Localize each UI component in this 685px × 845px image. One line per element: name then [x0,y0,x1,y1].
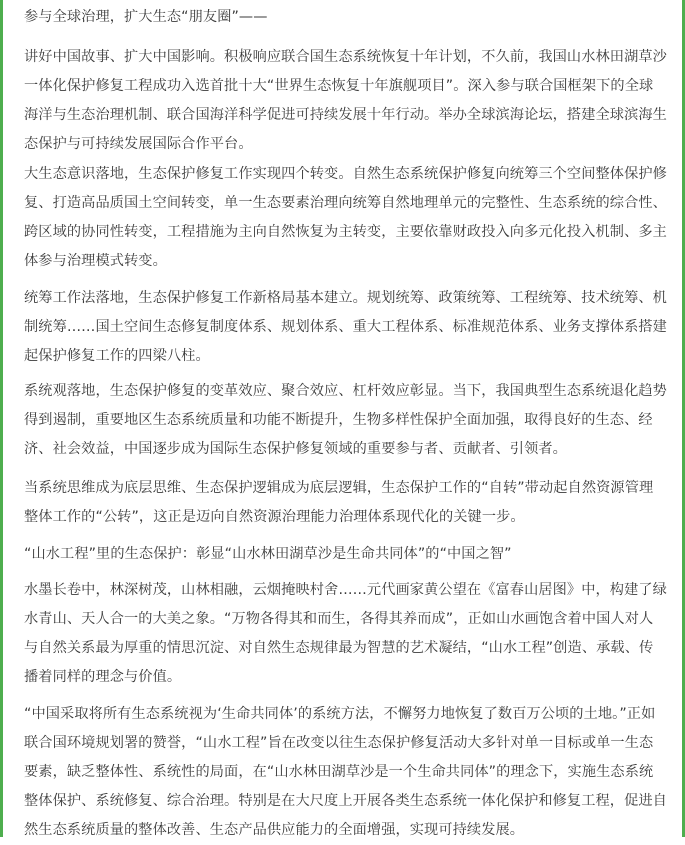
paragraph-four-transformations: 大生态意识落地，生态保护修复工作实现四个转变。自然生态系统保护修复向统筹三个空间整体保护修复、打造高品质国土空间转变，单一生态要素治理向统筹自然地理单元的完整性、生态系统的综合性、跨区域的协同性转变，工程措施为主向自然恢复为主转变，主要依靠财政投入向多元化投入机制、多主体参与治理模式转变。 [24,166,667,269]
paragraph-systems-view: 系统观落地，生态保护修复的变革效应、聚合效应、杠杆效应彰显。当下，我国典型生态系统退化趋势得到遏制，重要地区生态系统质量和功能不断提升，生物多样性保护全面加强，取得良好的生态、经济、社会效益，中国逐步成为国际生态保护修复领域的重要参与者、贡献者、引领者。 [24,383,667,457]
paragraph-landscape-painting: 水墨长卷中，林深树茂，山林相融，云烟掩映村舍……元代画家黄公望在《富春山居图》中，构建了绿水青山、天人合一的大美之象。“万物各得其和而生，各得其养而成”，正如山水画饱含着中国人对人与自然关系最为厚重的情思沉淀、对自然生态规律最为智慧的艺术凝结，“山水工程”创造、承载、传播着同样的理念与价值。 [24,582,667,685]
section-heading-global-governance: 参与全球治理，扩大生态“朋友圈”—— [24,9,268,25]
paragraph-un-praise: “中国采取将所有生态系统视为‘生命共同体’的系统方法，不懈努力地恢复了数百万公顷的土地。”正如联合国环境规划署的赞誉，“山水工程”旨在改变以往生态保护修复活动大多针对单一目标或单一生态要素，缺乏整体性、系统性的局面，在“山水林田湖草沙是一个生命共同体”的理念下，实施生态系统整体保护、系统修复、综合治理。特别是在大尺度上开展各类生态系统一体化保护和修复工程，促进自然生态系统质量的整体改善、生态产品供应能力的全面增强，实现可持续发展。 [24,706,667,838]
paragraph-rotation-revolution: 当系统思维成为底层思维、生态保护逻辑成为底层逻辑，生态保护工作的“自转”带动起自然资源管理整体工作的“公转”，这正是迈向自然资源治理能力治理体系现代化的关键一步。 [24,480,654,525]
paragraph-china-story: 讲好中国故事、扩大中国影响。积极响应联合国生态系统恢复十年计划，不久前，我国山水林田湖草沙一体化保护修复工程成功入选首批十大“世界生态恢复十年旗舰项目”。深入参与联合国框架下的全球海洋与生态治理机制、联合国海洋科学促进可持续发展十年行动。举办全球滨海论坛，搭建全球滨海生态保护与可持续发展国际合作平台。 [24,49,667,152]
left-green-border [0,0,3,837]
paragraph-coordination-method: 统筹工作法落地，生态保护修复工作新格局基本建立。规划统筹、政策统筹、工程统筹、技术统筹、机制统筹……国土空间生态修复制度体系、规划体系、重大工程体系、标准规范体系、业务支撑体系搭建起保护修复工作的四梁八柱。 [24,290,667,364]
section-heading-shanshui-project: “山水工程”里的生态保护：彰显“山水林田湖草沙是生命共同体”的“中国之智” [24,546,512,562]
